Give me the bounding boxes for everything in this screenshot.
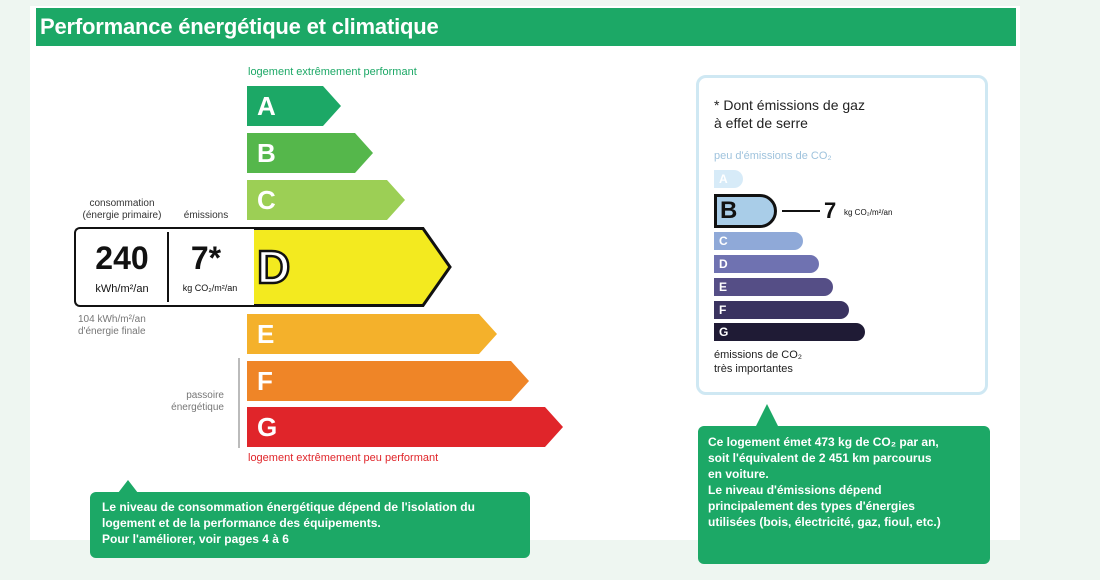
- dpe-top-label: logement extrêmement performant: [248, 66, 417, 78]
- callout-emissions-info: Ce logement émet 473 kg de CO₂ par an, soit l'équivalent de 2 451 km parcourus en voiture. Le niveau d'émissions dépend principalement des types d'énergies utilisées (bois, électricité, gaz, fioul, etc.): [698, 426, 990, 564]
- passoire-bracket: [238, 358, 240, 448]
- callout-right-pointer: [756, 404, 778, 426]
- dpe-class-e: [247, 314, 499, 354]
- passoire-label: passoire énergétique: [171, 390, 224, 413]
- ges-class-f-letter: F: [719, 303, 727, 317]
- ges-class-e-letter: E: [719, 280, 728, 294]
- ges-class-a-letter: A: [719, 172, 728, 186]
- dpe-class-d-current: [247, 227, 453, 307]
- ges-class-c: [714, 232, 804, 250]
- emissions-unit: kg CO₂/m²/an: [182, 283, 238, 293]
- dpe-class-b: [247, 133, 375, 173]
- ges-unit: kg CO₂/m²/an: [844, 208, 893, 217]
- dpe-class-d-letter: D: [257, 241, 291, 293]
- final-energy-note: 104 kWh/m²/an d'énergie finale: [78, 314, 146, 337]
- dpe-class-c: [247, 180, 407, 220]
- dpe-class-b-letter: B: [257, 138, 276, 168]
- ges-value: 7: [824, 198, 837, 223]
- ges-class-e: [714, 278, 834, 296]
- dpe-class-g-letter: G: [257, 412, 278, 442]
- consumption-divider: [167, 232, 169, 302]
- dpe-class-e-letter: E: [257, 319, 275, 349]
- ges-class-d: [714, 255, 820, 273]
- ges-bottom-label: émissions de CO₂ très importantes: [714, 349, 803, 375]
- ges-class-g-letter: G: [719, 325, 729, 339]
- ges-value-connector: [782, 210, 820, 212]
- emissions-value: 7*: [190, 240, 222, 276]
- dpe-class-f-letter: F: [257, 366, 273, 396]
- ges-class-c-letter: C: [719, 234, 728, 248]
- ges-class-b-current: [714, 194, 780, 228]
- dpe-bottom-label: logement extrêmement peu performant: [248, 452, 439, 464]
- emissions-label: émissions: [183, 210, 229, 221]
- ges-footnote: * Dont émissions de gaz à effet de serre: [714, 97, 865, 131]
- dpe-class-g: [247, 407, 565, 447]
- ges-top-label: peu d'émissions de CO₂: [714, 150, 832, 162]
- ges-class-a: [714, 170, 744, 188]
- ges-class-g: [714, 323, 866, 341]
- consumption-value: 240: [95, 240, 149, 276]
- ges-class-b-letter: B: [720, 197, 738, 224]
- consumption-unit: kWh/m²/an: [95, 283, 149, 295]
- header-banner: [36, 8, 1016, 46]
- dpe-class-c-letter: C: [257, 185, 276, 215]
- callout-consumption-info: Le niveau de consommation énergétique dépend de l'isolation du logement et de la performance des équipements. Pour l'améliorer, voir pages 4 à 6: [90, 492, 530, 558]
- dpe-class-a: [247, 86, 343, 126]
- consumption-label: consommation (énergie primaire): [82, 198, 162, 221]
- ges-class-f: [714, 301, 850, 319]
- dpe-class-a-letter: A: [257, 91, 276, 121]
- dpe-class-f: [247, 361, 531, 401]
- page-title: Performance énergétique et climatique: [40, 14, 439, 39]
- ges-class-d-letter: D: [719, 257, 728, 271]
